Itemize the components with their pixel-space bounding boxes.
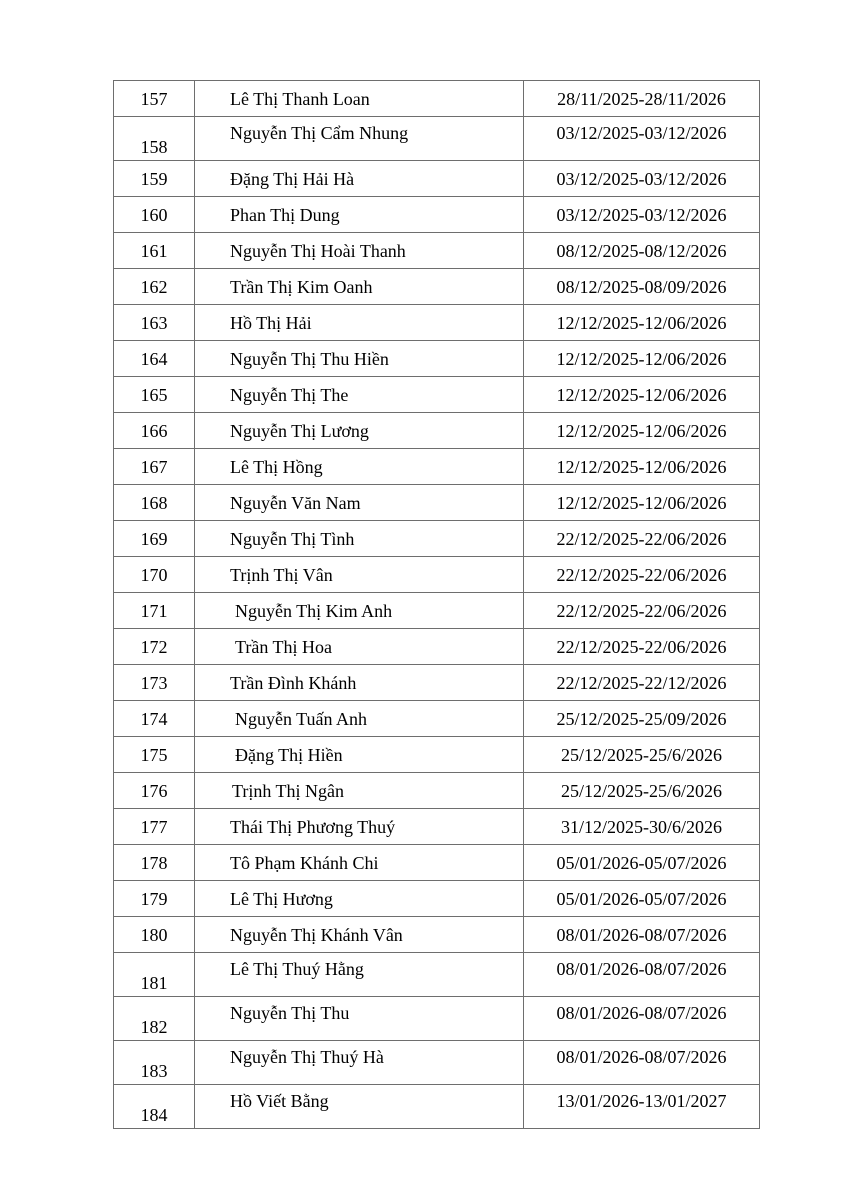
person-name: Nguyễn Thị Thuý Hà	[195, 1041, 524, 1085]
table-row	[114, 997, 760, 1041]
table-row	[114, 881, 760, 917]
row-number: 160	[114, 197, 195, 233]
date-range: 05/01/2026-05/07/2026	[524, 845, 760, 881]
person-name: Nguyễn Thị The	[195, 377, 524, 413]
date-range: 22/12/2025-22/06/2026	[524, 593, 760, 629]
table-row	[114, 197, 760, 233]
date-range: 12/12/2025-12/06/2026	[524, 341, 760, 377]
table-row	[114, 485, 760, 521]
row-number: 162	[114, 269, 195, 305]
person-name: Phan Thị Dung	[195, 197, 524, 233]
row-number: 165	[114, 377, 195, 413]
person-name: Nguyễn Thị Thu	[195, 997, 524, 1041]
row-number: 167	[114, 449, 195, 485]
date-range: 08/12/2025-08/12/2026	[524, 233, 760, 269]
table-row	[114, 629, 760, 665]
person-name: Nguyễn Thị Kim Anh	[195, 593, 524, 629]
table-row	[114, 737, 760, 773]
table-row	[114, 665, 760, 701]
date-range: 03/12/2025-03/12/2026	[524, 161, 760, 197]
row-number: 171	[114, 593, 195, 629]
person-name: Trần Thị Kim Oanh	[195, 269, 524, 305]
date-range: 12/12/2025-12/06/2026	[524, 485, 760, 521]
row-number: 184	[114, 1085, 195, 1129]
row-number: 174	[114, 701, 195, 737]
person-name: Trịnh Thị Vân	[195, 557, 524, 593]
row-number: 163	[114, 305, 195, 341]
person-name: Thái Thị Phương Thuý	[195, 809, 524, 845]
row-number: 173	[114, 665, 195, 701]
date-range: 12/12/2025-12/06/2026	[524, 305, 760, 341]
date-range: 22/12/2025-22/12/2026	[524, 665, 760, 701]
person-name: Lê Thị Hương	[195, 881, 524, 917]
table-row	[114, 809, 760, 845]
date-range: 13/01/2026-13/01/2027	[524, 1085, 760, 1129]
person-name: Nguyễn Thị Khánh Vân	[195, 917, 524, 953]
row-number: 177	[114, 809, 195, 845]
row-number: 172	[114, 629, 195, 665]
person-name: Trịnh Thị Ngân	[195, 773, 524, 809]
row-number: 175	[114, 737, 195, 773]
row-number: 180	[114, 917, 195, 953]
person-name: Nguyễn Thị Lương	[195, 413, 524, 449]
date-range: 08/01/2026-08/07/2026	[524, 1041, 760, 1085]
table-row	[114, 413, 760, 449]
table-row	[114, 117, 760, 161]
row-number: 169	[114, 521, 195, 557]
date-range: 22/12/2025-22/06/2026	[524, 557, 760, 593]
table-row	[114, 557, 760, 593]
row-number: 164	[114, 341, 195, 377]
date-range: 03/12/2025-03/12/2026	[524, 117, 760, 161]
row-number: 161	[114, 233, 195, 269]
row-number: 168	[114, 485, 195, 521]
row-number: 179	[114, 881, 195, 917]
row-number: 176	[114, 773, 195, 809]
person-name: Lê Thị Hồng	[195, 449, 524, 485]
row-number: 178	[114, 845, 195, 881]
date-range: 03/12/2025-03/12/2026	[524, 197, 760, 233]
person-name: Lê Thị Thanh Loan	[195, 81, 524, 117]
person-name: Nguyễn Văn Nam	[195, 485, 524, 521]
date-range: 08/01/2026-08/07/2026	[524, 997, 760, 1041]
table-row	[114, 773, 760, 809]
date-range: 08/01/2026-08/07/2026	[524, 917, 760, 953]
date-range: 25/12/2025-25/09/2026	[524, 701, 760, 737]
person-name: Đặng Thị Hải Hà	[195, 161, 524, 197]
person-name: Nguyễn Thị Hoài Thanh	[195, 233, 524, 269]
date-range: 08/12/2025-08/09/2026	[524, 269, 760, 305]
person-name: Đặng Thị Hiền	[195, 737, 524, 773]
row-number: 157	[114, 81, 195, 117]
table-row	[114, 305, 760, 341]
row-number: 181	[114, 953, 195, 997]
person-name: Lê Thị Thuý Hằng	[195, 953, 524, 997]
person-name: Trần Đình Khánh	[195, 665, 524, 701]
person-name: Trần Thị Hoa	[195, 629, 524, 665]
table-row	[114, 81, 760, 117]
row-number: 182	[114, 997, 195, 1041]
table-row	[114, 161, 760, 197]
table-row	[114, 269, 760, 305]
table-row	[114, 521, 760, 557]
row-number: 166	[114, 413, 195, 449]
person-name: Hồ Viết Bằng	[195, 1085, 524, 1129]
date-range: 08/01/2026-08/07/2026	[524, 953, 760, 997]
table-row	[114, 953, 760, 997]
person-name: Tô Phạm Khánh Chi	[195, 845, 524, 881]
table-row	[114, 341, 760, 377]
table-row	[114, 701, 760, 737]
person-name: Nguyễn Thị Tình	[195, 521, 524, 557]
date-range: 12/12/2025-12/06/2026	[524, 377, 760, 413]
date-range: 05/01/2026-05/07/2026	[524, 881, 760, 917]
date-range: 25/12/2025-25/6/2026	[524, 773, 760, 809]
table-row	[114, 1041, 760, 1085]
row-number: 183	[114, 1041, 195, 1085]
person-name: Nguyễn Thị Cẩm Nhung	[195, 117, 524, 161]
table-row	[114, 233, 760, 269]
date-range: 12/12/2025-12/06/2026	[524, 413, 760, 449]
person-name: Nguyễn Tuấn Anh	[195, 701, 524, 737]
date-range: 22/12/2025-22/06/2026	[524, 521, 760, 557]
date-range: 31/12/2025-30/6/2026	[524, 809, 760, 845]
row-number: 158	[114, 117, 195, 161]
date-range: 22/12/2025-22/06/2026	[524, 629, 760, 665]
person-name: Nguyễn Thị Thu Hiền	[195, 341, 524, 377]
row-number: 159	[114, 161, 195, 197]
table-row	[114, 917, 760, 953]
date-range: 28/11/2025-28/11/2026	[524, 81, 760, 117]
table-row	[114, 449, 760, 485]
table-row	[114, 593, 760, 629]
table-row	[114, 845, 760, 881]
table-row	[114, 1085, 760, 1129]
date-range: 12/12/2025-12/06/2026	[524, 449, 760, 485]
records-table	[113, 80, 760, 1129]
person-name: Hồ Thị Hải	[195, 305, 524, 341]
date-range: 25/12/2025-25/6/2026	[524, 737, 760, 773]
table-row	[114, 377, 760, 413]
row-number: 170	[114, 557, 195, 593]
